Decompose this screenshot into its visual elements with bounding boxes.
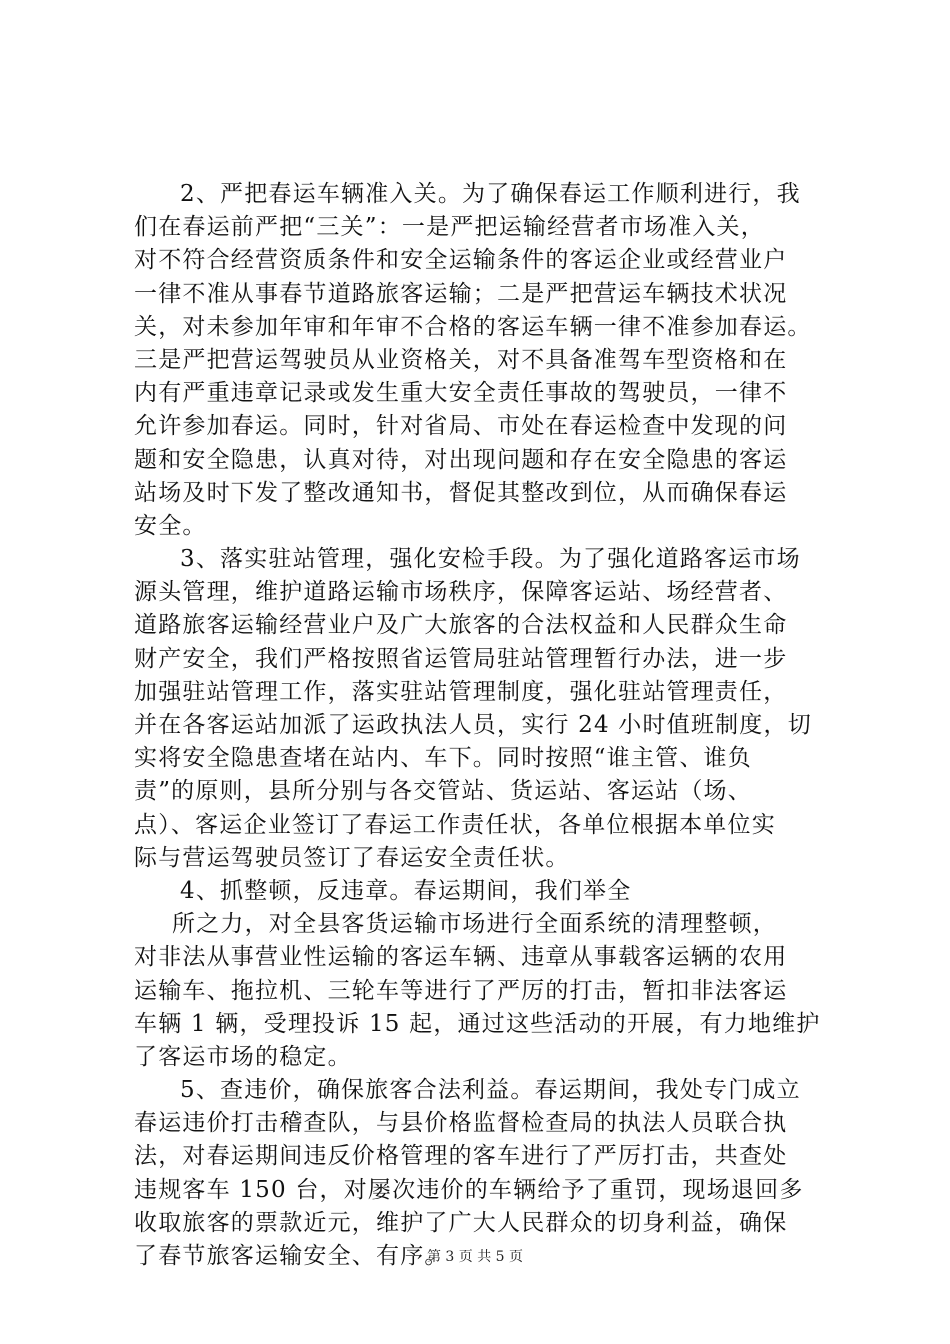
paragraph-5-line-5: 收取旅客的票款近元，维护了广大人民群众的切身利益，确保	[134, 1209, 788, 1236]
paragraph-2-line-8: 允许参加春运。同时，针对省局、市处在春运检查中发现的问	[134, 413, 788, 440]
paragraph-4-line-6: 了客运市场的稳定。	[134, 1043, 352, 1070]
paragraph-4-line-1: 4、抓整顿，反违章。春运期间，我们举全	[180, 877, 632, 904]
paragraph-4-line-2: 所之力，对全县客货运输市场进行全面系统的清理整顿，	[172, 911, 777, 938]
paragraph-3-line-6: 并在各客运站加派了运政执法人员，实行 24 小时值班制度，切	[134, 712, 812, 738]
paragraph-3-line-10: 际与营运驾驶员签订了春运安全责任状。	[134, 844, 570, 871]
paragraph-3-line-7: 实将安全隐患查堵在站内、车下。同时按照“谁主管、谁负	[134, 745, 752, 772]
paragraph-4-line-5: 车辆 1 辆，受理投诉 15 起，通过这些活动的开展，有力地维护	[134, 1010, 821, 1037]
paragraph-4-line-4: 运输车、拖拉机、三轮车等进行了严厉的打击，暂扣非法客运	[134, 977, 788, 1004]
paragraph-3-line-4: 财产安全，我们严格按照省运管局驻站管理暂行办法，进一步	[134, 645, 788, 672]
paragraph-5-line-2: 春运违价打击稽查队，与县价格监督检查局的执法人员联合执	[134, 1110, 788, 1137]
paragraph-2-line-2: 们在春运前严把“三关”：一是严把运输经营者市场准入关，	[134, 214, 765, 241]
paragraph-2-line-3: 对不符合经营资质条件和安全运输条件的客运企业或经营业户	[134, 247, 788, 274]
paragraph-2-line-6: 三是严把营运驾驶员从业资格关，对不具备准驾车型资格和在	[134, 346, 788, 373]
paragraph-3-line-9: 点）、客运企业签订了春运工作责任状，各单位根据本单位实	[134, 811, 776, 838]
paragraph-5-line-4: 违规客车 150 台，对屡次违价的车辆给予了重罚，现场退回多	[134, 1176, 804, 1203]
paragraph-2-line-5: 关，对未参加年审和年审不合格的客运车辆一律不准参加春运。	[134, 313, 812, 340]
paragraph-4-line-3: 对非法从事营业性运输的客运车辆、违章从事载客运辆的农用	[134, 944, 788, 971]
paragraph-5-line-6: 了春节旅客运输安全、有序。	[134, 1243, 449, 1269]
paragraph-2-line-11: 安全。	[134, 512, 207, 539]
paragraph-5-line-3: 法，对春运期间违反价格管理的客车进行了严厉打击，共查处	[134, 1143, 788, 1170]
paragraph-3-line-1: 3、落实驻站管理，强化安检手段。为了强化道路客运市场	[180, 546, 801, 573]
paragraph-2-line-4: 一律不准从事春节道路旅客运输；二是严把营运车辆技术状况	[134, 280, 788, 307]
paragraph-2-line-7: 内有严重违章记录或发生重大安全责任事故的驾驶员，一律不	[134, 380, 788, 407]
page-number-footer: 第 3 页 共 5 页	[426, 1249, 524, 1265]
paragraph-3-line-2: 源头管理，维护道路运输市场秩序，保障客运站、场经营者、	[134, 579, 788, 606]
paragraph-2-line-9: 题和安全隐患，认真对待，对出现问题和存在安全隐患的客运	[134, 446, 788, 473]
paragraph-3-line-5: 加强驻站管理工作，落实驻站管理制度，强化驻站管理责任，	[134, 678, 788, 705]
paragraph-3-line-3: 道路旅客运输经营业户及广大旅客的合法权益和人民群众生命	[134, 612, 788, 639]
paragraph-3-line-8: 责”的原则，县所分别与各交管站、货运站、客运站（场、	[134, 778, 752, 805]
paragraph-2-line-1: 2、严把春运车辆准入关。为了确保春运工作顺利进行，我	[180, 181, 801, 207]
paragraph-5-line-1: 5、查违价，确保旅客合法利益。春运期间，我处专门成立	[180, 1077, 801, 1104]
document-body	[134, 178, 834, 1273]
paragraph-2-line-10: 站场及时下发了整改通知书，督促其整改到位，从而确保春运	[134, 479, 788, 506]
